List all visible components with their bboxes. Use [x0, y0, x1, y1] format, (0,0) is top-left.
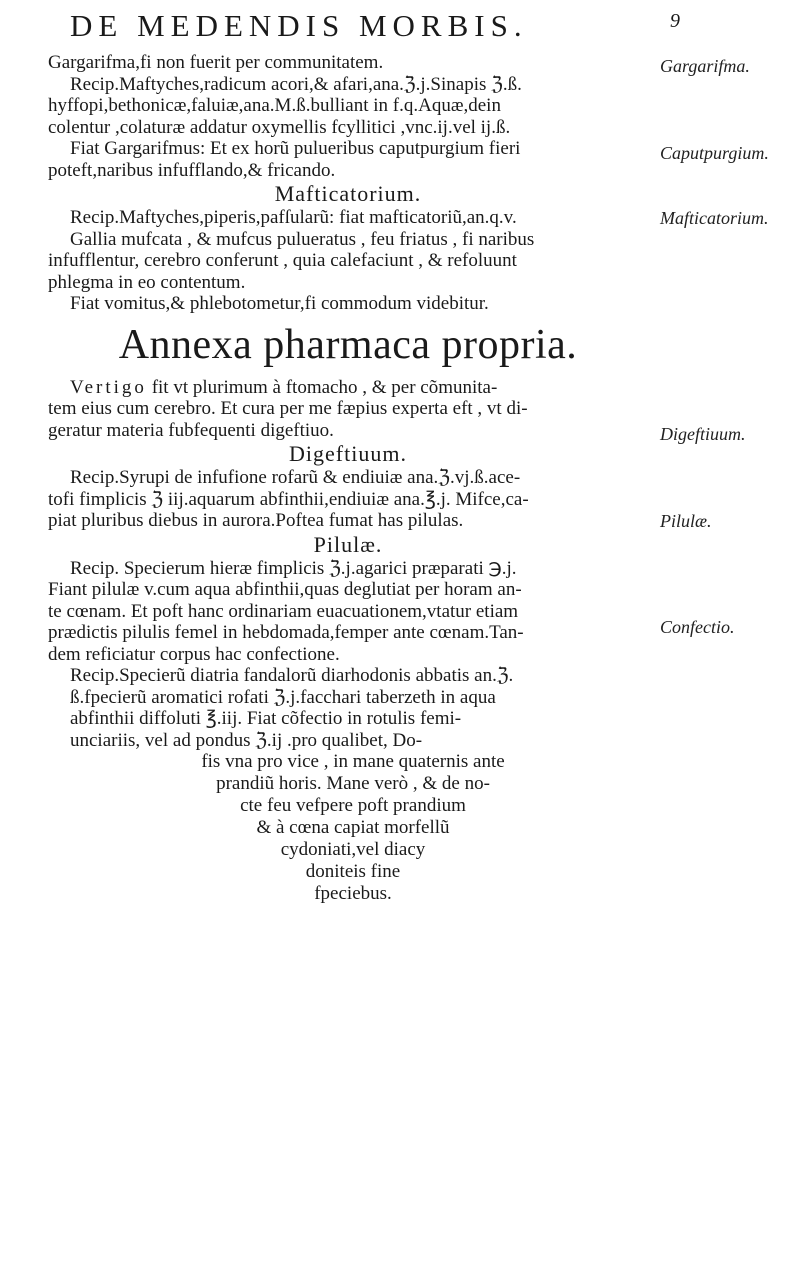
text-line: Gallia mufcata , & mufcus pulueratus , feu friatus , fi naribus	[70, 228, 535, 250]
section-heading-pilulae: Pilulæ.	[313, 531, 383, 557]
vertigo-word: Vertigo	[70, 376, 147, 398]
margin-note-confectio: Confectio.	[660, 617, 735, 637]
text-line: Fiat Gargarifmus: Et ex horũ pulueribus caputpurgium fieri	[70, 138, 521, 159]
text-line: tem eius cum cerebro. Et cura per me fæpius experta eft , vt di-	[48, 398, 528, 419]
text-line: Fiat vomitus,& phlebotometur,fi commodum videbitur.	[70, 293, 489, 314]
text-line: Recip.Syrupi de infufione rofarũ & endiuiæ ana.ℨ.vj.ß.ace-	[70, 467, 521, 488]
section-heading-digestivum: Digeftiuum.	[289, 441, 407, 466]
text-line: Recip.Maftyches,piperis,pafſularũ: fiat mafticatoriũ,an.q.v.	[70, 207, 517, 228]
text-line: Fiant pilulæ v.cum aqua abfinthii,quas deglutiat per horam an-	[48, 579, 522, 600]
taper-line: & à cœna capiat morfellũ	[256, 817, 450, 838]
text-line: colentur ,colaturæ addatur oxymellis fcyllitici ,vnc.ij.vel ij.ß.	[48, 116, 511, 138]
main-text	[48, 52, 708, 905]
text-line: piat pluribus diebus in aurora.Poftea fumat has pilulas.	[48, 510, 464, 531]
text-line: ß.fpecierũ aromatici rofati ℨ.j.facchari taberzeth in aqua	[70, 686, 496, 708]
text-line: dem reficiatur corpus hac confectione.	[48, 643, 340, 665]
margin-note-masticatorium: Mafticatorium.	[660, 208, 769, 228]
running-head: DE MEDENDIS MORBIS.	[70, 8, 528, 43]
page-number: 9	[670, 10, 680, 32]
taper-line: fis vna pro vice , in mane quaternis ante	[201, 751, 505, 772]
taper-line: fpeciebus.	[314, 883, 392, 904]
text-line: infufflentur, cerebro conferunt , quia calefaciunt , & refoluunt	[48, 250, 517, 271]
text-line	[48, 377, 658, 399]
section-heading-annexa: Annexa pharmaca propria.	[118, 321, 578, 368]
text-line: tofi fimplicis ℨ iij.aquarum abfinthii,endiuiæ ana.℥.j. Mifce,ca-	[48, 488, 529, 510]
taper-line: doniteis fine	[305, 861, 401, 882]
taper-line: prandiũ horis. Mane verò , & de no-	[216, 773, 490, 794]
text-line: Gargarifma,fi non fuerit per communitatem.	[48, 52, 384, 73]
text-line: geratur materia fubfequenti digeftiuo.	[48, 419, 334, 441]
text-line: Recip.Maftyches,radicum acori,& afari,ana.ℨ.j.Sinapis ℨ.ß.	[70, 73, 522, 95]
taper-line: cydoniati,vel diacy	[280, 839, 426, 860]
text-line-rest: fit vt plurimum à ftomacho , & per cõmunita-	[151, 376, 498, 398]
margin-note-caputpurgium: Caputpurgium.	[660, 143, 769, 163]
taper-line: cte feu vefpere poft prandium	[240, 795, 466, 816]
text-line: Recip. Specierum hieræ fimplicis ℨ.j.agarici præparati ℈.j.	[70, 557, 517, 579]
text-line: Recip.Specierũ diatria fandalorũ diarhodonis abbatis an.ℨ.	[70, 665, 514, 686]
text-line: te cœnam. Et poft hanc ordinariam euacuationem,vtatur etiam	[48, 600, 519, 622]
margin-note-pilulae: Pilulæ.	[660, 511, 712, 531]
text-line: unciariis, vel ad pondus ℨ.ij .pro qualibet, Do-	[70, 729, 423, 751]
margin-note-digestivum: Digeftiuum.	[660, 424, 746, 444]
text-line: abfinthii diffoluti ℥.iij. Fiat cõfectio in rotulis femi-	[70, 708, 462, 729]
text-line: prædictis pilulis femel in hebdomada,femper ante cœnam.Tan-	[48, 622, 524, 643]
text-line: poteft,naribus infufflando,& fricando.	[48, 159, 336, 181]
section-heading-masticatorium: Mafticatorium.	[274, 181, 422, 206]
text-line: hyffopi,bethonicæ,faluiæ,ana.M.ß.bulliant in f.q.Aquæ,dein	[48, 95, 501, 116]
text-line: phlegma in eo contentum.	[48, 271, 246, 293]
margin-note-gargarisma: Gargarifma.	[660, 56, 750, 76]
